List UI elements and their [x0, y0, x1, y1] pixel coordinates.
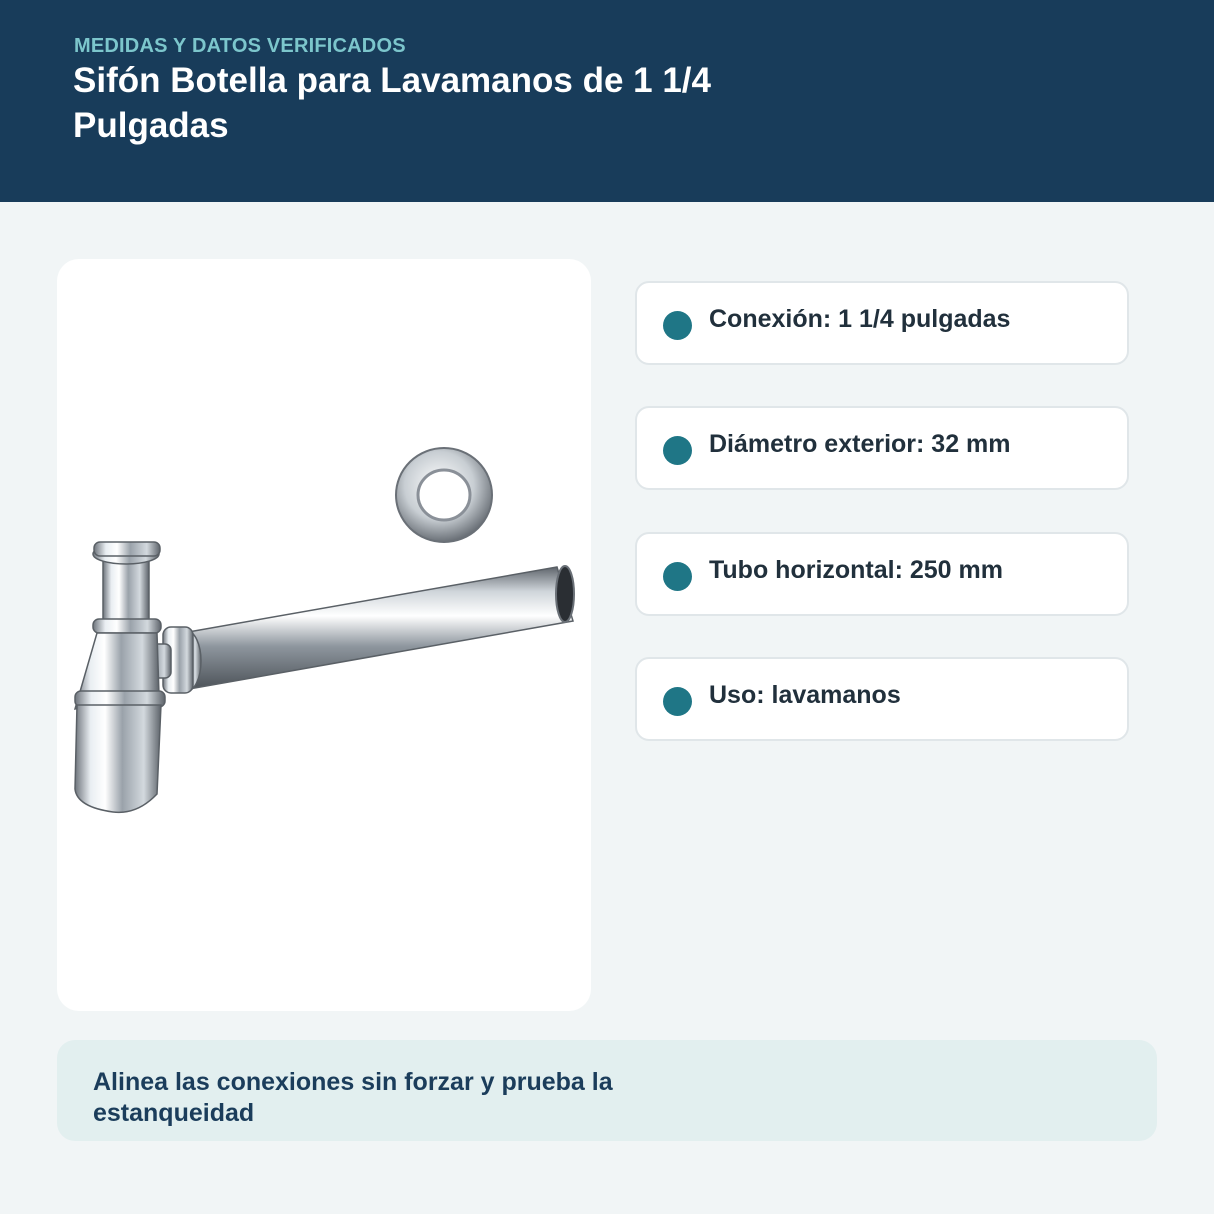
- spec-label: Diámetro exterior: 32 mm: [709, 430, 1011, 458]
- bottle-body: [75, 542, 165, 812]
- installation-tip: [57, 1040, 1157, 1141]
- bullet-dot-icon: [663, 687, 692, 716]
- product-image-card: [57, 259, 591, 1011]
- bullet-dot-icon: [663, 562, 692, 591]
- product-image: [57, 259, 591, 1011]
- bullet-dot-icon: [663, 436, 692, 465]
- spec-item-conexion: [635, 281, 1129, 365]
- tip-text: Alinea las conexiones sin forzar y prueba la estanqueidad: [93, 1068, 613, 1127]
- spec-item-diametro: [635, 406, 1129, 490]
- header-eyebrow: MEDIDAS Y DATOS VERIFICADOS: [74, 35, 406, 57]
- spec-item-tubo: [635, 532, 1129, 616]
- washer-ring: [396, 448, 492, 542]
- spec-label: Tubo horizontal: 250 mm: [709, 556, 1003, 584]
- spec-item-uso: [635, 657, 1129, 741]
- horizontal-tube: [173, 566, 574, 691]
- spec-label: Conexión: 1 1/4 pulgadas: [709, 305, 1011, 333]
- page-title: Sifón Botella para Lavamanos de 1 1/4 Pulgadas: [73, 61, 711, 145]
- spec-label: Uso: lavamanos: [709, 681, 901, 709]
- bullet-dot-icon: [663, 311, 692, 340]
- header-banner: [0, 0, 1214, 202]
